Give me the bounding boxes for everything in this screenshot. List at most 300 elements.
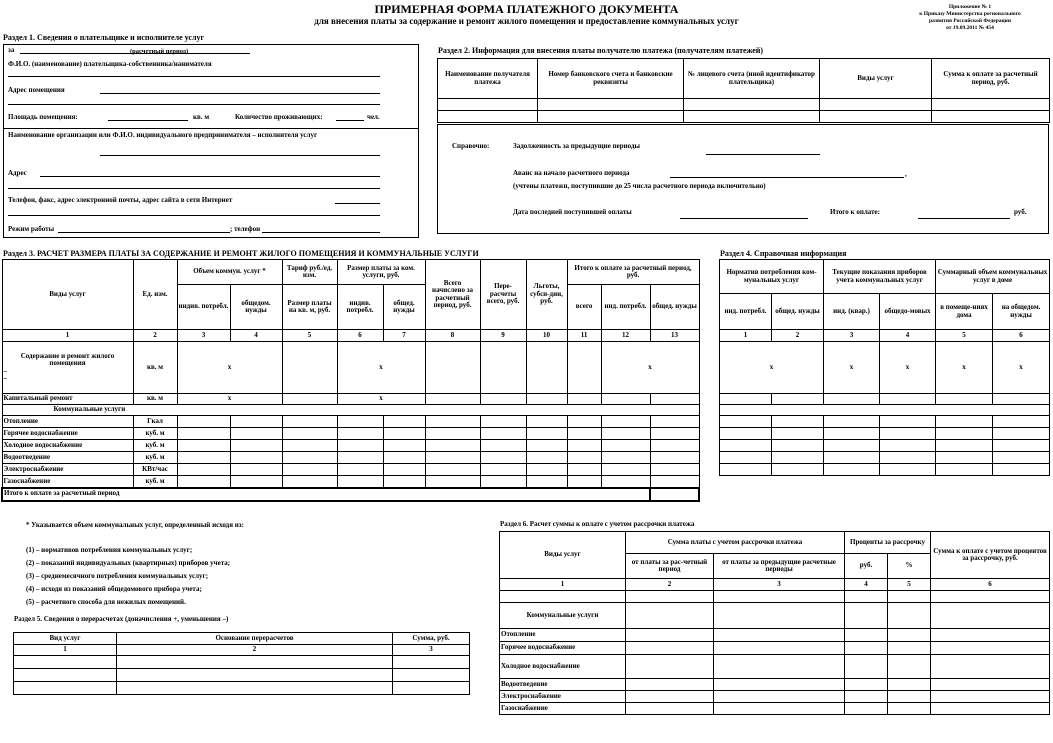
table-cell[interactable]	[526, 416, 567, 428]
table-cell[interactable]	[880, 416, 936, 428]
table-cell[interactable]	[845, 679, 888, 691]
s5-col-basis: Основание перерасчетов	[117, 633, 393, 645]
table-cell[interactable]	[936, 464, 993, 476]
provider-address-field[interactable]	[40, 176, 380, 177]
table-cell[interactable]	[684, 111, 820, 123]
table-cell[interactable]	[714, 591, 845, 603]
table-cell[interactable]	[772, 394, 824, 405]
x-mark: x	[177, 394, 282, 405]
table-cell[interactable]	[14, 682, 117, 695]
utilities-header: Коммунальные услуги	[500, 603, 626, 629]
table-cell[interactable]	[230, 464, 282, 476]
section1-title: Раздел 1. Сведения о плательщике и исполнителе услуг	[3, 33, 205, 42]
appendix-line: развития Российской Федерации	[928, 17, 1012, 24]
table-cell[interactable]	[650, 394, 699, 405]
table-cell[interactable]	[845, 591, 888, 603]
table-cell[interactable]	[337, 452, 383, 464]
table-cell[interactable]	[601, 464, 650, 476]
table-cell[interactable]	[880, 452, 936, 464]
row-label: Газоснабжение	[500, 703, 626, 715]
table-cell[interactable]	[888, 642, 931, 655]
table-cell[interactable]	[626, 679, 714, 691]
table-row	[2, 440, 699, 452]
table-cell[interactable]	[720, 428, 772, 440]
debt-field[interactable]	[706, 154, 820, 155]
table-cell[interactable]	[888, 679, 931, 691]
row-label: Электроснабжение	[2, 464, 133, 476]
table-cell[interactable]	[567, 452, 601, 464]
table-cell[interactable]	[177, 476, 230, 488]
s3-col-recalc: Пере-расчеты всего, руб.	[480, 260, 526, 330]
table-cell[interactable]	[880, 464, 936, 476]
table-cell[interactable]	[337, 440, 383, 452]
address-field-2[interactable]	[8, 104, 380, 105]
table-cell[interactable]	[425, 394, 480, 405]
s3-col-charged: Размер платы за ком. услуги, руб.	[337, 260, 425, 285]
table-cell[interactable]	[993, 452, 1050, 464]
contacts-field[interactable]	[335, 203, 380, 204]
table-cell[interactable]	[993, 394, 1050, 405]
table-cell[interactable]	[177, 452, 230, 464]
table-cell[interactable]	[500, 591, 626, 603]
col-number: 6	[337, 330, 383, 342]
table-cell[interactable]	[567, 476, 601, 488]
table-cell[interactable]	[230, 440, 282, 452]
table-cell[interactable]	[772, 428, 824, 440]
table-cell[interactable]	[714, 679, 845, 691]
table-cell[interactable]	[425, 440, 480, 452]
s6-col-previous: от платы за предыдущие расчетные периоды	[714, 554, 845, 579]
period-hint: (расчетный период)	[130, 48, 189, 55]
col-number: 6	[931, 579, 1050, 591]
table-cell[interactable]	[14, 669, 117, 682]
table-cell[interactable]	[383, 416, 425, 428]
table-cell[interactable]	[650, 464, 699, 476]
table-cell[interactable]	[526, 428, 567, 440]
table-cell[interactable]	[337, 416, 383, 428]
table-cell[interactable]	[824, 416, 880, 428]
table-cell[interactable]	[230, 452, 282, 464]
table-cell[interactable]	[880, 428, 936, 440]
provider-address-label: Адрес	[8, 169, 27, 177]
table-cell[interactable]	[282, 452, 337, 464]
table-cell[interactable]	[993, 440, 1050, 452]
table-cell[interactable]	[393, 656, 470, 669]
table-cell[interactable]	[931, 629, 1050, 642]
utilities-header: Коммунальные услуги	[53, 405, 126, 414]
s4-col-common-volume: на общедом. нужды	[993, 294, 1050, 330]
table-cell[interactable]	[567, 440, 601, 452]
row-label: Газоснабжение	[2, 476, 133, 488]
x-mark: x	[824, 342, 880, 394]
col-number: 4	[845, 579, 888, 591]
table-cell[interactable]	[626, 703, 714, 715]
table-cell[interactable]	[880, 394, 936, 405]
appendix-line: Приложение № 1	[948, 4, 992, 10]
provider-name-field[interactable]	[100, 155, 380, 156]
table-cell[interactable]	[845, 603, 888, 629]
s3-col-common3: общед. нужды	[650, 285, 699, 330]
table-cell[interactable]	[936, 428, 993, 440]
s2-col-recipient: Наименование получателя платежа	[438, 59, 538, 99]
table-cell[interactable]	[425, 342, 480, 394]
table-cell[interactable]	[888, 603, 931, 629]
table-cell[interactable]	[931, 691, 1050, 703]
table-cell[interactable]	[383, 452, 425, 464]
phone-field[interactable]	[262, 232, 380, 233]
s5-col-sum: Сумма, руб.	[393, 633, 470, 645]
col-number: 11	[567, 330, 601, 342]
table-cell[interactable]	[480, 464, 526, 476]
unit-cell: кв. м	[133, 342, 177, 394]
table-cell[interactable]	[601, 394, 650, 405]
table-cell[interactable]	[931, 591, 1050, 603]
table-row	[2, 330, 699, 342]
section6-title: Раздел 6. Расчет суммы к оплате с учетом рассрочки платежа	[500, 520, 695, 528]
s3-col-benefits: Льготы, субси-дии, руб.	[526, 260, 567, 330]
table-cell[interactable]	[601, 428, 650, 440]
debt-label: Задолженность за предыдущие периоды	[513, 142, 640, 150]
table-cell[interactable]	[538, 99, 684, 111]
s6-col-rub: руб.	[845, 554, 888, 579]
provider-box	[3, 128, 419, 238]
table-cell[interactable]	[393, 669, 470, 682]
table-cell[interactable]	[714, 629, 845, 642]
total-to-pay-label: Итого к оплате:	[830, 208, 880, 216]
col-number: 10	[526, 330, 567, 342]
table-cell[interactable]	[626, 691, 714, 703]
x-mark: x	[720, 342, 824, 394]
row-label: Водоотведение	[500, 679, 626, 691]
col-number: 3	[714, 579, 845, 591]
table-cell[interactable]	[526, 464, 567, 476]
section5-title: Раздел 5. Сведения о перерасчетах (доначисления +, уменьшения –)	[14, 615, 229, 623]
contacts-label: Телефон, факс, адрес электронной почты, адрес сайта в сети Интернет	[8, 196, 233, 204]
s6-col-sum: Сумма платы с учетом рассрочки платежа	[626, 532, 845, 554]
table-cell[interactable]	[684, 99, 820, 111]
table-cell[interactable]	[714, 703, 845, 715]
table-cell[interactable]	[936, 452, 993, 464]
advance-label: Аванс на начало расчетного периода	[513, 169, 630, 177]
table-cell[interactable]	[480, 440, 526, 452]
table-cell[interactable]	[230, 428, 282, 440]
table-cell[interactable]	[601, 416, 650, 428]
section2-title: Раздел 2. Информация для внесения платы получателю платежа (получателям платежей)	[438, 46, 764, 55]
table-cell[interactable]	[824, 440, 880, 452]
last-payment-label: Дата последней поступившей оплаты	[513, 208, 632, 216]
col-number: 1	[720, 330, 772, 342]
table-cell[interactable]	[337, 464, 383, 476]
table-row	[2, 488, 699, 501]
table-cell[interactable]	[337, 476, 383, 488]
appendix-line: к Приказу Министерства регионального	[919, 10, 1021, 17]
row-label: Электроснабжение	[500, 691, 626, 703]
s4-col-meter: Текущие показания приборов учета коммунальных услуг	[824, 260, 936, 294]
table-cell[interactable]	[931, 603, 1050, 629]
table-cell[interactable]	[117, 669, 393, 682]
table-cell[interactable]	[772, 440, 824, 452]
s2-col-sum: Сумма к оплате за расчетный период, руб.	[932, 59, 1050, 99]
table-cell[interactable]	[626, 603, 714, 629]
table-cell[interactable]	[650, 440, 699, 452]
table-cell[interactable]	[230, 476, 282, 488]
table-cell[interactable]	[845, 642, 888, 655]
table-cell[interactable]	[931, 655, 1050, 679]
section3-table	[1, 259, 700, 502]
table-cell[interactable]	[601, 476, 650, 488]
s3-col-total-charged: Всего начислено за расчетный период, руб.	[425, 260, 480, 330]
document-title: ПРИМЕРНАЯ ФОРМА ПЛАТЕЖНОГО ДОКУМЕНТА	[374, 2, 679, 16]
table-row	[2, 476, 699, 488]
table-cell[interactable]	[993, 464, 1050, 476]
table-cell[interactable]	[526, 452, 567, 464]
table-cell[interactable]	[567, 394, 601, 405]
note-item: (4) – исходя из показаний общедомового прибора учета;	[26, 585, 202, 593]
table-cell[interactable]	[888, 629, 931, 642]
col-number: 13	[650, 330, 699, 342]
col-number: 8	[425, 330, 480, 342]
table-cell[interactable]	[824, 394, 880, 405]
notes-intro: * Указывается объем коммунальных услуг, определенный исходя из:	[26, 521, 244, 529]
table-cell[interactable]	[567, 416, 601, 428]
table-cell[interactable]	[931, 703, 1050, 715]
table-cell[interactable]	[567, 464, 601, 476]
table-cell[interactable]	[14, 656, 117, 669]
table-cell[interactable]	[538, 111, 684, 123]
table-cell[interactable]	[337, 428, 383, 440]
table-cell[interactable]	[888, 703, 931, 715]
last-payment-field[interactable]	[680, 218, 808, 219]
total-to-pay-field[interactable]	[918, 218, 1010, 219]
table-cell[interactable]	[880, 440, 936, 452]
table-cell[interactable]	[772, 416, 824, 428]
provider-address-field-2[interactable]	[8, 188, 380, 189]
x-mark: x	[337, 394, 425, 405]
area-field[interactable]	[108, 120, 188, 121]
table-cell[interactable]	[177, 440, 230, 452]
table-cell[interactable]	[720, 440, 772, 452]
table-cell[interactable]	[626, 642, 714, 655]
table-cell[interactable]	[931, 679, 1050, 691]
s4-col-flats: в помеще-ниях дома	[936, 294, 993, 330]
table-cell[interactable]	[282, 416, 337, 428]
table-cell[interactable]	[117, 682, 393, 695]
table-cell[interactable]	[845, 703, 888, 715]
table-cell[interactable]	[936, 394, 993, 405]
table-cell[interactable]	[993, 428, 1050, 440]
hours-label: Режим работы	[8, 225, 55, 233]
s4-col-ind: инд. потребл.	[720, 294, 772, 330]
owner-name-field[interactable]	[8, 76, 380, 77]
table-cell[interactable]	[425, 452, 480, 464]
table-cell[interactable]	[177, 416, 230, 428]
residents-field[interactable]	[336, 120, 364, 121]
table-row	[2, 405, 699, 416]
table-cell[interactable]	[820, 111, 932, 123]
table-cell[interactable]	[820, 99, 932, 111]
section6-table	[499, 531, 1050, 715]
section5-table	[13, 632, 470, 695]
section2-table	[437, 58, 1050, 123]
col-number: 6	[993, 330, 1050, 342]
address-field[interactable]	[100, 93, 380, 94]
table-cell[interactable]	[626, 629, 714, 642]
area-unit: кв. м	[193, 113, 210, 121]
table-cell[interactable]	[720, 464, 772, 476]
table-row	[2, 342, 699, 394]
table-cell[interactable]	[845, 655, 888, 679]
table-cell[interactable]	[393, 682, 470, 695]
col-number: 12	[601, 330, 650, 342]
dash: –	[3, 373, 7, 382]
residents-label: Количество проживающих:	[235, 113, 323, 121]
table-cell[interactable]	[936, 440, 993, 452]
table-cell[interactable]	[480, 342, 526, 394]
table-cell[interactable]	[772, 464, 824, 476]
table-cell[interactable]	[425, 464, 480, 476]
s3-col-ind3: инд. потребл.	[601, 285, 650, 330]
table-cell[interactable]	[282, 394, 337, 405]
unit-cell: куб. м	[133, 428, 177, 440]
table-cell[interactable]	[480, 428, 526, 440]
table-cell[interactable]	[888, 591, 931, 603]
table-cell[interactable]	[714, 691, 845, 703]
table-cell[interactable]	[526, 342, 567, 394]
table-cell[interactable]	[720, 394, 772, 405]
area-label: Площадь помещения:	[8, 113, 78, 121]
table-cell[interactable]	[230, 416, 282, 428]
maintenance-cell	[2, 342, 133, 394]
section4-title: Раздел 4. Справочная информация	[720, 249, 847, 258]
table-cell[interactable]	[383, 464, 425, 476]
advance-field[interactable]	[670, 177, 904, 178]
x-mark: x	[880, 342, 936, 394]
table-cell[interactable]	[383, 440, 425, 452]
contacts-field-2[interactable]	[8, 215, 380, 216]
table-cell[interactable]	[282, 342, 337, 394]
table-cell[interactable]	[845, 691, 888, 703]
table-cell[interactable]	[993, 416, 1050, 428]
table-cell[interactable]	[932, 111, 1050, 123]
row-label: Отопление	[2, 416, 133, 428]
table-cell[interactable]	[438, 111, 538, 123]
table-cell[interactable]	[480, 416, 526, 428]
table-cell[interactable]	[936, 416, 993, 428]
phone-label: ; телефон	[230, 225, 261, 233]
table-cell[interactable]	[772, 452, 824, 464]
table-cell[interactable]	[650, 416, 699, 428]
table-cell[interactable]	[480, 394, 526, 405]
hours-field[interactable]	[58, 232, 230, 233]
table-cell[interactable]	[931, 642, 1050, 655]
table-cell[interactable]	[567, 428, 601, 440]
table-cell[interactable]	[383, 476, 425, 488]
s3-col-rate: Размер платы на кв. м, руб.	[282, 285, 337, 330]
table-cell[interactable]	[282, 440, 337, 452]
table-cell[interactable]	[626, 591, 714, 603]
col-number: 4	[230, 330, 282, 342]
col-number: 2	[117, 645, 393, 656]
unit-cell: куб. м	[133, 440, 177, 452]
table-cell[interactable]	[480, 476, 526, 488]
table-cell[interactable]	[888, 655, 931, 679]
note-item: (5) – расчетного способа для нежилых помещений.	[26, 598, 186, 606]
table-cell	[720, 405, 1050, 416]
total-cell[interactable]	[650, 488, 699, 501]
table-cell[interactable]	[282, 476, 337, 488]
s4-col-common-meter: общедо-мовых	[880, 294, 936, 330]
s3-col-topay: Итого к оплате за расчетный период, руб.	[567, 260, 699, 285]
table-cell[interactable]	[601, 440, 650, 452]
owner-name-label: Ф.И.О. (наименование) плательщика-собственника/нанимателя	[8, 60, 212, 68]
table-cell[interactable]	[888, 691, 931, 703]
table-cell[interactable]	[824, 428, 880, 440]
row-label: Холодное водоснабжение	[2, 440, 133, 452]
table-cell[interactable]	[438, 99, 538, 111]
col-number: 3	[393, 645, 470, 656]
table-cell[interactable]	[480, 452, 526, 464]
table-cell[interactable]	[932, 99, 1050, 111]
table-cell[interactable]	[845, 629, 888, 642]
table-cell[interactable]	[714, 655, 845, 679]
table-cell[interactable]	[650, 452, 699, 464]
appendix-note	[890, 4, 1050, 32]
total-row-label: Итого к оплате за расчетный период	[2, 488, 650, 501]
table-cell[interactable]	[282, 464, 337, 476]
table-cell[interactable]	[714, 642, 845, 655]
table-cell[interactable]	[650, 428, 699, 440]
period-prefix: за	[8, 46, 15, 54]
table-cell[interactable]	[720, 452, 772, 464]
table-cell[interactable]	[425, 428, 480, 440]
table-cell[interactable]	[425, 416, 480, 428]
table-cell[interactable]	[714, 603, 845, 629]
table-cell[interactable]	[526, 440, 567, 452]
table-cell[interactable]	[282, 428, 337, 440]
table-cell[interactable]	[177, 428, 230, 440]
table-cell[interactable]	[626, 655, 714, 679]
col-number: 3	[177, 330, 230, 342]
s3-col-ind: индив. потребл.	[177, 285, 230, 330]
table-cell[interactable]	[526, 476, 567, 488]
table-cell[interactable]	[650, 476, 699, 488]
col-number: 7	[383, 330, 425, 342]
s4-col-norm: Норматив потребления ком-мунальных услуг	[720, 260, 824, 294]
x-mark: x	[177, 342, 282, 394]
table-cell[interactable]	[720, 416, 772, 428]
row-label: Водоотведение	[2, 452, 133, 464]
table-cell[interactable]	[824, 464, 880, 476]
table-cell[interactable]	[526, 394, 567, 405]
col-number: 1	[500, 579, 626, 591]
table-cell[interactable]	[177, 464, 230, 476]
table-cell[interactable]	[117, 656, 393, 669]
table-cell[interactable]	[824, 452, 880, 464]
col-number: 1	[2, 330, 133, 342]
s6-col-percent: %	[888, 554, 931, 579]
s2-col-bank: Номер банковского счета и банковские реквизиты	[538, 59, 684, 99]
maintenance-label: Содержание и ремонт жилого помещения	[20, 351, 115, 368]
table-cell[interactable]	[425, 476, 480, 488]
s3-col-volume: Объем коммун. услуг *	[177, 260, 282, 285]
s3-col-ind2: индив. потребл.	[337, 285, 383, 330]
table-cell[interactable]	[567, 342, 601, 394]
table-cell[interactable]	[383, 428, 425, 440]
provider-name-label: Наименование организации или Ф.И.О. индивидуального предпринимателя – исполнителя услуг	[8, 131, 318, 139]
col-number: 5	[936, 330, 993, 342]
table-cell[interactable]	[601, 452, 650, 464]
s6-col-total: Сумма к оплате с учетом процентов за рассрочку, руб.	[931, 532, 1050, 579]
